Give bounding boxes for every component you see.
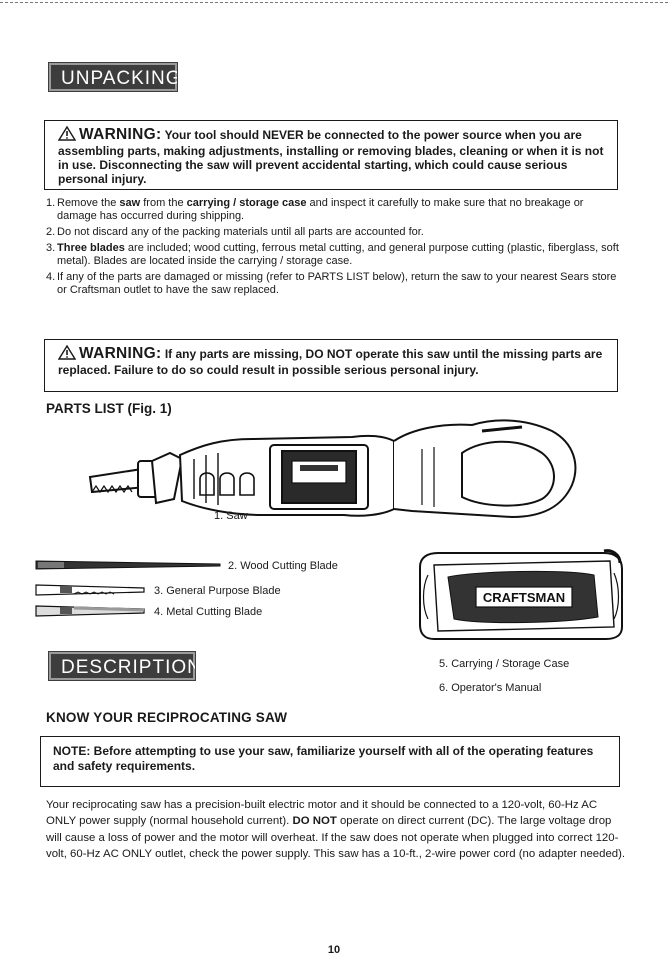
step-text: are included; wood cutting, ferrous metal cutting, and general purpose cutting (plastic, fiberglass, soft metal). Blades are located inside the carrying / storage case.: [57, 242, 619, 267]
paragraph-text: operate on direct current (DC). The large voltage drop will cause a loss of power and the motor will overheat. If the saw does not operate when plugged into correct 120-volt, 60-Hz AC ONLY outlet, check the power supply. This saw has a 10-ft., 2-wire power cord (no adapter needed).: [46, 815, 626, 860]
note-box: NOTE: Before attempting to use your saw, familiarize yourself with all of the operating features and safety requirements.: [40, 736, 620, 787]
unpacking-steps: [46, 197, 620, 300]
step-bold-text: saw: [119, 197, 141, 209]
list-item: [46, 197, 620, 223]
metal-blade-illustration: [34, 603, 148, 619]
warning-triangle-icon: [58, 126, 76, 144]
warning-heading: WARNING:: [79, 126, 162, 143]
step-text: Do not discard any of the packing materials until all parts are accounted for.: [57, 226, 424, 238]
wood-blade-illustration: [34, 558, 224, 572]
section-banner-unpacking: UNPACKING: [49, 63, 177, 91]
step-bold-text: Three blades: [57, 242, 125, 254]
general-purpose-blade-illustration: [34, 582, 148, 598]
section-banner-description: DESCRIPTION: [49, 652, 195, 680]
carrying-case-illustration: [414, 547, 626, 643]
step-text: If any of the parts are damaged or missing (refer to PARTS LIST below), return the saw to your nearest Sears store or Craftsman outlet to have the saw replaced.: [57, 271, 617, 296]
know-your-saw-heading: KNOW YOUR RECIPROCATING SAW: [46, 710, 288, 725]
list-item: [46, 242, 620, 268]
paragraph-text: Your reciprocating saw has a precision-built electric motor and it should be connected to a 120-volt, 60-Hz AC ONLY power supply (normal household current).: [46, 799, 598, 828]
part-label-wood-blade: 2. Wood Cutting Blade: [228, 560, 338, 572]
warning-body-text: If any parts are missing, DO NOT operate this saw until the missing parts are replaced. Failure to do so could result in possible serious personal injury.: [58, 347, 603, 377]
warning-heading: WARNING:: [79, 345, 162, 362]
warning-body-text: when you are assembling parts, making adjustments, installing or removing blades, cleaning or when it is not in use. Disconnecting the saw will prevent accidental starting, which could cause serious personal injury.: [58, 128, 604, 186]
step-number: 1.: [46, 197, 56, 209]
top-rule: [0, 2, 668, 3]
parts-list-heading: PARTS LIST (Fig. 1): [46, 401, 172, 416]
part-label-case: 5. Carrying / Storage Case: [439, 658, 570, 670]
step-text: from the: [140, 197, 187, 209]
part-label-metal-blade: 4. Metal Cutting Blade: [154, 606, 263, 618]
warning-triangle-icon: [58, 345, 76, 363]
warning-box-power: [44, 120, 618, 190]
warning-box-missing-parts: [44, 339, 618, 392]
step-number: 2.: [46, 226, 56, 238]
list-item: [46, 271, 620, 297]
warning-lead-text: Your tool should NEVER be connected to the power source: [164, 128, 502, 142]
step-number: 3.: [46, 242, 56, 254]
part-label-general-blade: 3. General Purpose Blade: [154, 585, 281, 597]
paragraph-bold-text: DO NOT: [292, 815, 337, 828]
page-number: 10: [327, 944, 341, 956]
reciprocating-saw-illustration: [82, 409, 582, 524]
list-item: [46, 226, 620, 239]
description-paragraph: [46, 797, 626, 862]
step-text: and inspect it carefully to make sure that no breakage or damage has occurred during shipping.: [57, 197, 584, 222]
step-number: 4.: [46, 271, 56, 283]
step-bold-text: carrying / storage case: [186, 197, 307, 209]
part-label-manual: 6. Operator's Manual: [439, 682, 542, 694]
step-text: Remove the: [57, 197, 120, 209]
part-label-saw: 1. Saw: [214, 510, 248, 522]
case-brand-logo: CRAFTSMAN: [482, 590, 566, 605]
